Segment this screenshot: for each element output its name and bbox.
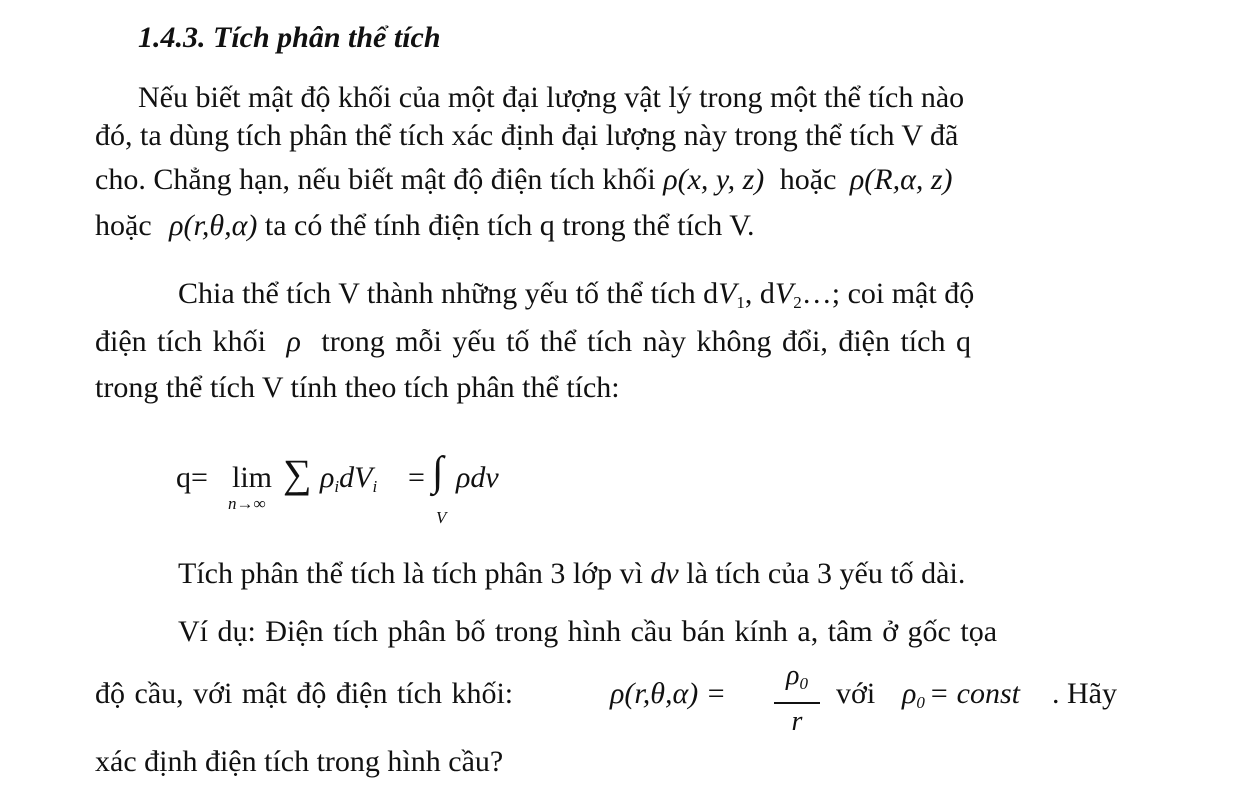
paragraph3-text2: là tích của 3 yếu tố dài. <box>686 557 966 590</box>
paragraph1-line1: Nếu biết mật độ khối của một đại lượng vật lý trong một thể tích nào <box>138 81 965 114</box>
example-line1: Ví dụ: Điện tích phân bố trong hình cầu bán kính a, tâm ở gốc tọa <box>178 615 998 648</box>
formula-lim: lim <box>232 461 273 494</box>
paragraph1-line4-text1: hoặc <box>95 209 152 242</box>
paragraph1-line4-text2: ta có thể tính điện tích q trong thể tích V. <box>264 209 755 242</box>
dv2-symbol: V <box>774 277 794 310</box>
paragraph3 <box>178 556 965 592</box>
paragraph1-line4 <box>95 208 755 244</box>
paragraph2-line2-a: điện tích khối <box>95 325 266 358</box>
example-rho0-const <box>902 676 1020 721</box>
example-density-expression: ρ(r,θ,α) = <box>610 677 726 710</box>
dv2-subscript: 2 <box>793 293 802 312</box>
formula-rho: ρ <box>320 461 335 494</box>
paragraph1-line3 <box>95 162 953 198</box>
paragraph3-text1: Tích phân thể tích là tích phân 3 lớp vì <box>178 557 643 590</box>
section-heading: 1.4.3. Tích phân thể tích <box>138 21 441 54</box>
paragraph1-line3-mid: hoặc <box>779 163 837 196</box>
formula-integral-symbol: ∫ <box>432 449 444 495</box>
formula-rho-subscript: i <box>334 477 340 496</box>
dv1-subscript: 1 <box>736 293 745 312</box>
paragraph3-dv: dv <box>650 557 679 590</box>
fraction-numerator <box>774 660 820 700</box>
rho-xyz-expression: ρ(x, y, z) <box>663 163 765 196</box>
formula-sum-symbol: ∑ <box>283 451 312 496</box>
rho-ralphaz-expression: ρ(R,α, z) <box>849 163 953 196</box>
formula-lim-subscript: n→∞ <box>228 494 266 513</box>
formula-integrand: ρdv <box>456 461 499 494</box>
formula-dv-subscript: i <box>372 477 378 496</box>
example-with: với <box>836 677 876 710</box>
density-fraction <box>774 660 820 738</box>
rho0-symbol: ρ <box>902 677 917 710</box>
example-line2-text: độ cầu, với mật độ điện tích khối: <box>95 677 514 710</box>
rho-symbol: ρ <box>286 325 301 358</box>
dv1-symbol: V <box>718 277 737 310</box>
example-line2-tail: . Hãy <box>1052 677 1117 710</box>
rho0-subscript: 0 <box>916 693 925 712</box>
paragraph2-line1-sep: , d <box>744 277 775 310</box>
paragraph2-line1-text: Chia thể tích V thành những yếu tố thể tích d <box>178 277 719 310</box>
const-text: = const <box>928 677 1020 710</box>
example-line3: xác định điện tích trong hình cầu? <box>95 745 504 778</box>
formula-integral-domain: V <box>436 508 447 527</box>
paragraph2-line3: trong thể tích V tính theo tích phân thể tích: <box>95 371 620 404</box>
formula-dv: dV <box>339 461 373 494</box>
fraction-numerator-rho: ρ <box>786 660 800 691</box>
paragraph2-line1-tail: …; coi mật độ <box>801 277 975 310</box>
fraction-numerator-subscript: 0 <box>799 674 808 693</box>
fraction-bar <box>774 702 820 704</box>
formula-term <box>320 460 377 505</box>
fraction-denominator: r <box>791 706 803 737</box>
paragraph2-line2 <box>95 324 971 360</box>
paragraph1-line2: đó, ta dùng tích phân thể tích xác định đại lượng này trong thể tích V đã <box>95 119 959 152</box>
rho-rthetaalpha-expression: ρ(r,θ,α) <box>169 209 258 242</box>
formula-lhs: q= <box>176 461 208 494</box>
paragraph2-line1 <box>178 276 974 321</box>
paragraph1-line3-text: cho. Chẳng hạn, nếu biết mật độ điện tích khối <box>95 163 656 196</box>
formula-equals: = <box>408 461 425 494</box>
paragraph2-line2-b: trong mỗi yếu tố thể tích này không đổi, điện tích q <box>321 325 971 358</box>
